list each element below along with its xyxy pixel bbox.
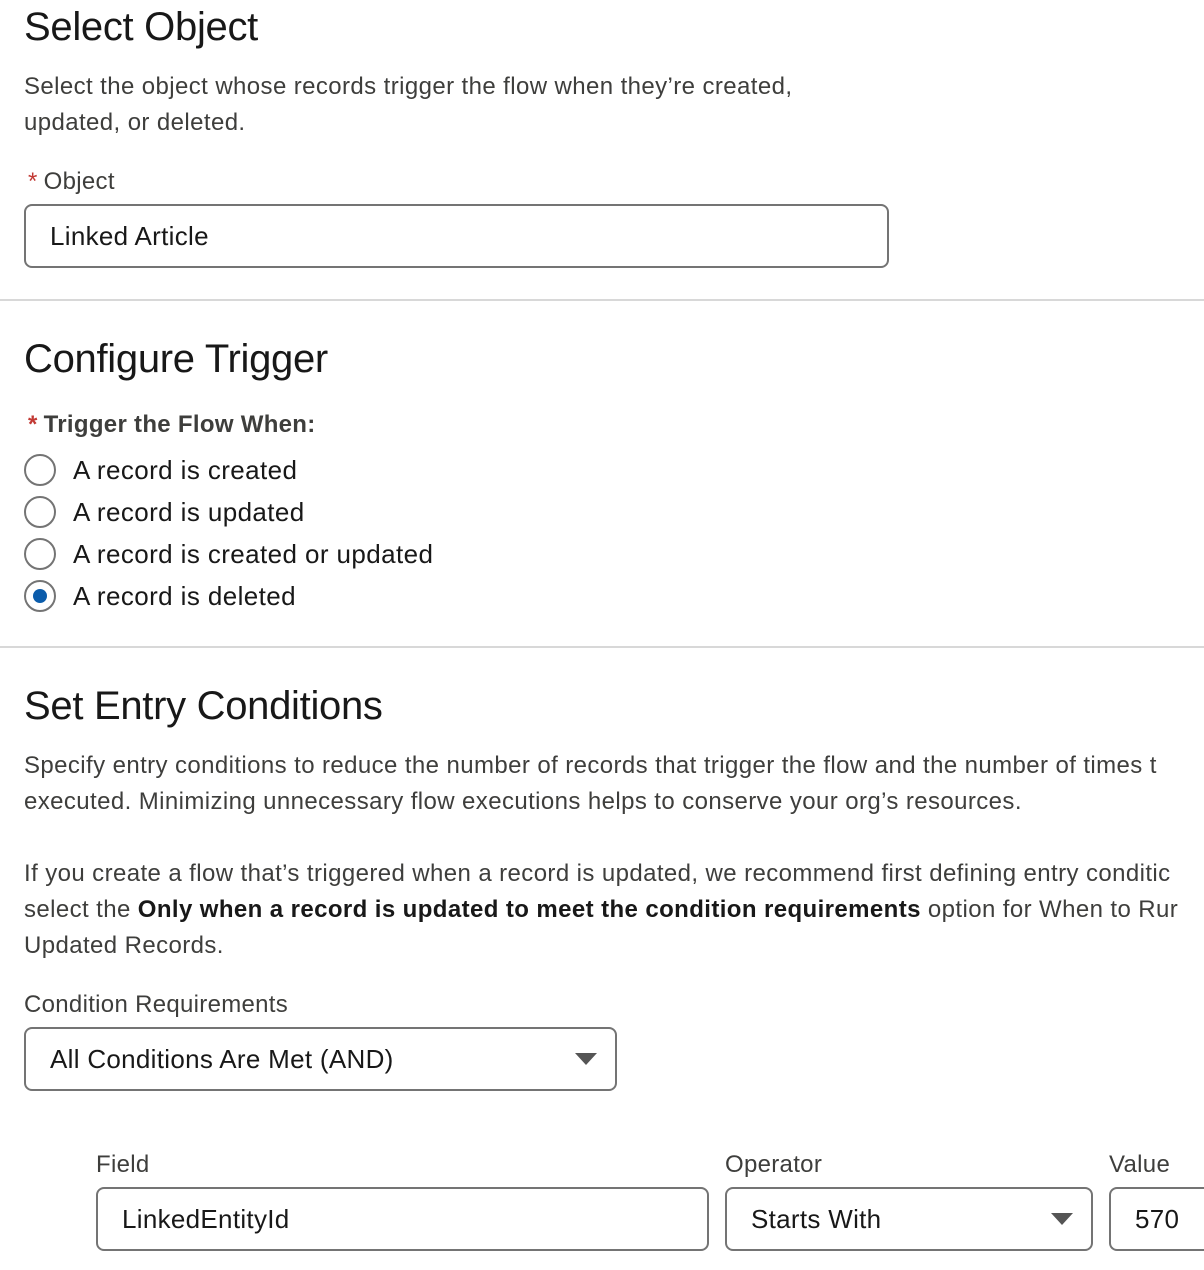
trigger-when-label: [28, 411, 316, 439]
condition-requirements-label: Condition Requirements: [24, 991, 289, 1018]
paragraph-text: select the: [24, 896, 138, 923]
field-column-label: Field: [96, 1151, 150, 1178]
object-input-value: Linked Article: [50, 220, 209, 251]
select-object-description-line-1: Select the object whose records trigger the flow when they’re created,: [24, 73, 793, 100]
radio-option-updated[interactable]: [24, 494, 305, 530]
entry-conditions-paragraph-2-line-2: [24, 892, 1178, 928]
operator-value: Starts With: [751, 1203, 882, 1234]
select-object-description-line-2: updated, or deleted.: [24, 109, 246, 136]
section-divider: [0, 646, 1204, 648]
radio-button[interactable]: [24, 454, 56, 486]
section-divider: [0, 299, 1204, 301]
chevron-down-icon: [575, 1053, 597, 1065]
value-input[interactable]: [1109, 1187, 1204, 1251]
entry-conditions-paragraph-1-line-1: Specify entry conditions to reduce the number of records that trigger the flow and the number of times t: [24, 752, 1157, 779]
object-field-label: [28, 168, 115, 196]
radio-option-deleted[interactable]: [24, 578, 296, 614]
field-input[interactable]: [96, 1187, 709, 1251]
required-asterisk: *: [28, 411, 38, 438]
field-input-value: LinkedEntityId: [122, 1203, 290, 1234]
paragraph-text: option for When to Rur: [920, 896, 1179, 923]
paragraph-bold-text: Only when a record is updated to meet the condition requirements: [137, 896, 921, 923]
chevron-down-icon: [1051, 1213, 1073, 1225]
select-object-heading: Select Object: [24, 5, 258, 49]
trigger-when-label-text: Trigger the Flow When:: [43, 411, 316, 438]
value-input-value: 570: [1135, 1203, 1180, 1234]
entry-conditions-heading: Set Entry Conditions: [24, 684, 383, 728]
radio-label: A record is updated: [73, 496, 305, 527]
radio-option-created-or-updated[interactable]: [24, 536, 433, 572]
entry-conditions-paragraph-2-line-3: Updated Records.: [24, 932, 224, 959]
radio-label: A record is created: [73, 454, 298, 485]
radio-label: A record is created or updated: [73, 538, 434, 569]
radio-button[interactable]: [24, 538, 56, 570]
condition-requirements-value: All Conditions Are Met (AND): [50, 1043, 394, 1074]
condition-requirements-select[interactable]: [24, 1027, 617, 1091]
entry-conditions-paragraph-1-line-2: executed. Minimizing unnecessary flow executions helps to conserve your org’s resources.: [24, 788, 1022, 815]
required-asterisk: *: [28, 168, 38, 195]
operator-column-label: Operator: [725, 1151, 823, 1178]
value-column-label: Value: [1109, 1151, 1171, 1178]
object-label-text: Object: [43, 168, 115, 195]
configure-trigger-heading: Configure Trigger: [24, 337, 328, 381]
radio-button-checked[interactable]: [24, 580, 56, 612]
operator-select[interactable]: [725, 1187, 1093, 1251]
radio-option-created[interactable]: [24, 452, 297, 488]
radio-label: A record is deleted: [73, 580, 296, 611]
radio-button[interactable]: [24, 496, 56, 528]
entry-conditions-paragraph-2-line-1: If you create a flow that’s triggered when a record is updated, we recommend first defining entry conditic: [24, 860, 1171, 887]
object-input[interactable]: [24, 204, 889, 268]
